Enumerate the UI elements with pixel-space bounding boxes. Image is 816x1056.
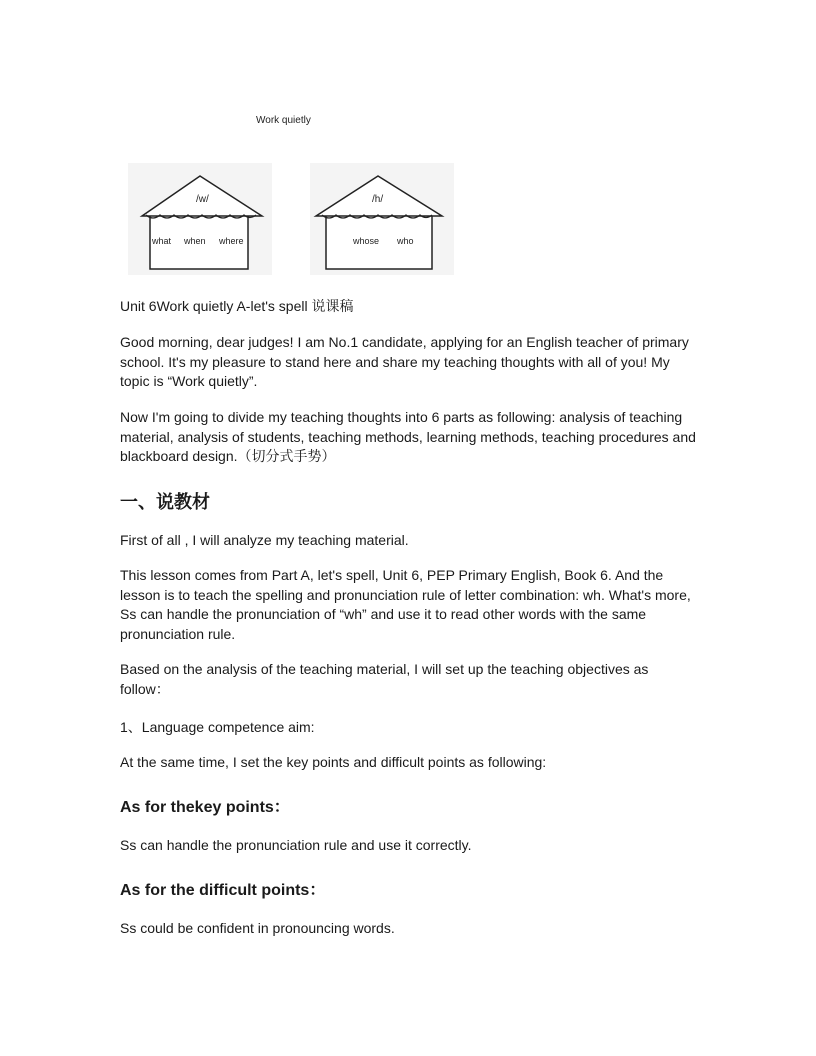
house-right-sound: /h/ <box>372 194 384 205</box>
house-left-word: what <box>152 236 172 246</box>
keypoints-intro-paragraph: At the same time, I set the key points and difficult points as following: <box>120 754 547 770</box>
house-left-drawing <box>128 163 272 275</box>
house-left-sound: /w/ <box>196 194 209 205</box>
house-right-word: who <box>397 236 414 246</box>
difficult-points-heading: As for the difficult points： <box>120 882 326 899</box>
difficult-points-text: Ss could be confident in pronouncing words. <box>120 920 395 936</box>
section-heading: 一、说教材 <box>120 492 210 513</box>
lesson-paragraph: This lesson comes from Part A, let's spell, Unit 6, PEP Primary English, Book 6. And the lesson is to teach the spelling and pronunciation rule of letter combination: wh. What's more, Ss can handle the pronunciation of “wh” and use it to read other words with the same pronunciation rule. <box>120 567 691 642</box>
house-right-drawing <box>310 163 454 275</box>
document-title: Unit 6Work quietly A-let's spell 说课稿 <box>120 298 354 314</box>
key-points-heading: As for thekey points： <box>120 799 290 816</box>
first-paragraph: First of all , I will analyze my teaching material. <box>120 532 409 548</box>
outline-paragraph: Now I'm going to divide my teaching thoughts into 6 parts as following: analysis of teaching material, analysis of students, teaching methods, learning methods, teaching procedures and blackboard design.（切分式手势） <box>120 409 696 464</box>
key-points-text: Ss can handle the pronunciation rule and use it correctly. <box>120 837 472 853</box>
house-right <box>310 163 454 275</box>
intro-paragraph: Good morning, dear judges! I am No.1 candidate, applying for an English teacher of primary school. It's my pleasure to stand here and share my teaching thoughts with all of you! My topic is “Work quietly”. <box>120 334 689 389</box>
aim-paragraph: 1、Language competence aim: <box>120 719 315 735</box>
house-left <box>128 163 272 275</box>
house-left-word: where <box>219 236 244 246</box>
objectives-paragraph: Based on the analysis of the teaching material, I will set up the teaching objectives as follow： <box>120 661 649 697</box>
figure-caption: Work quietly <box>256 115 311 126</box>
house-right-word: whose <box>353 236 380 246</box>
house-left-word: when <box>184 236 206 246</box>
